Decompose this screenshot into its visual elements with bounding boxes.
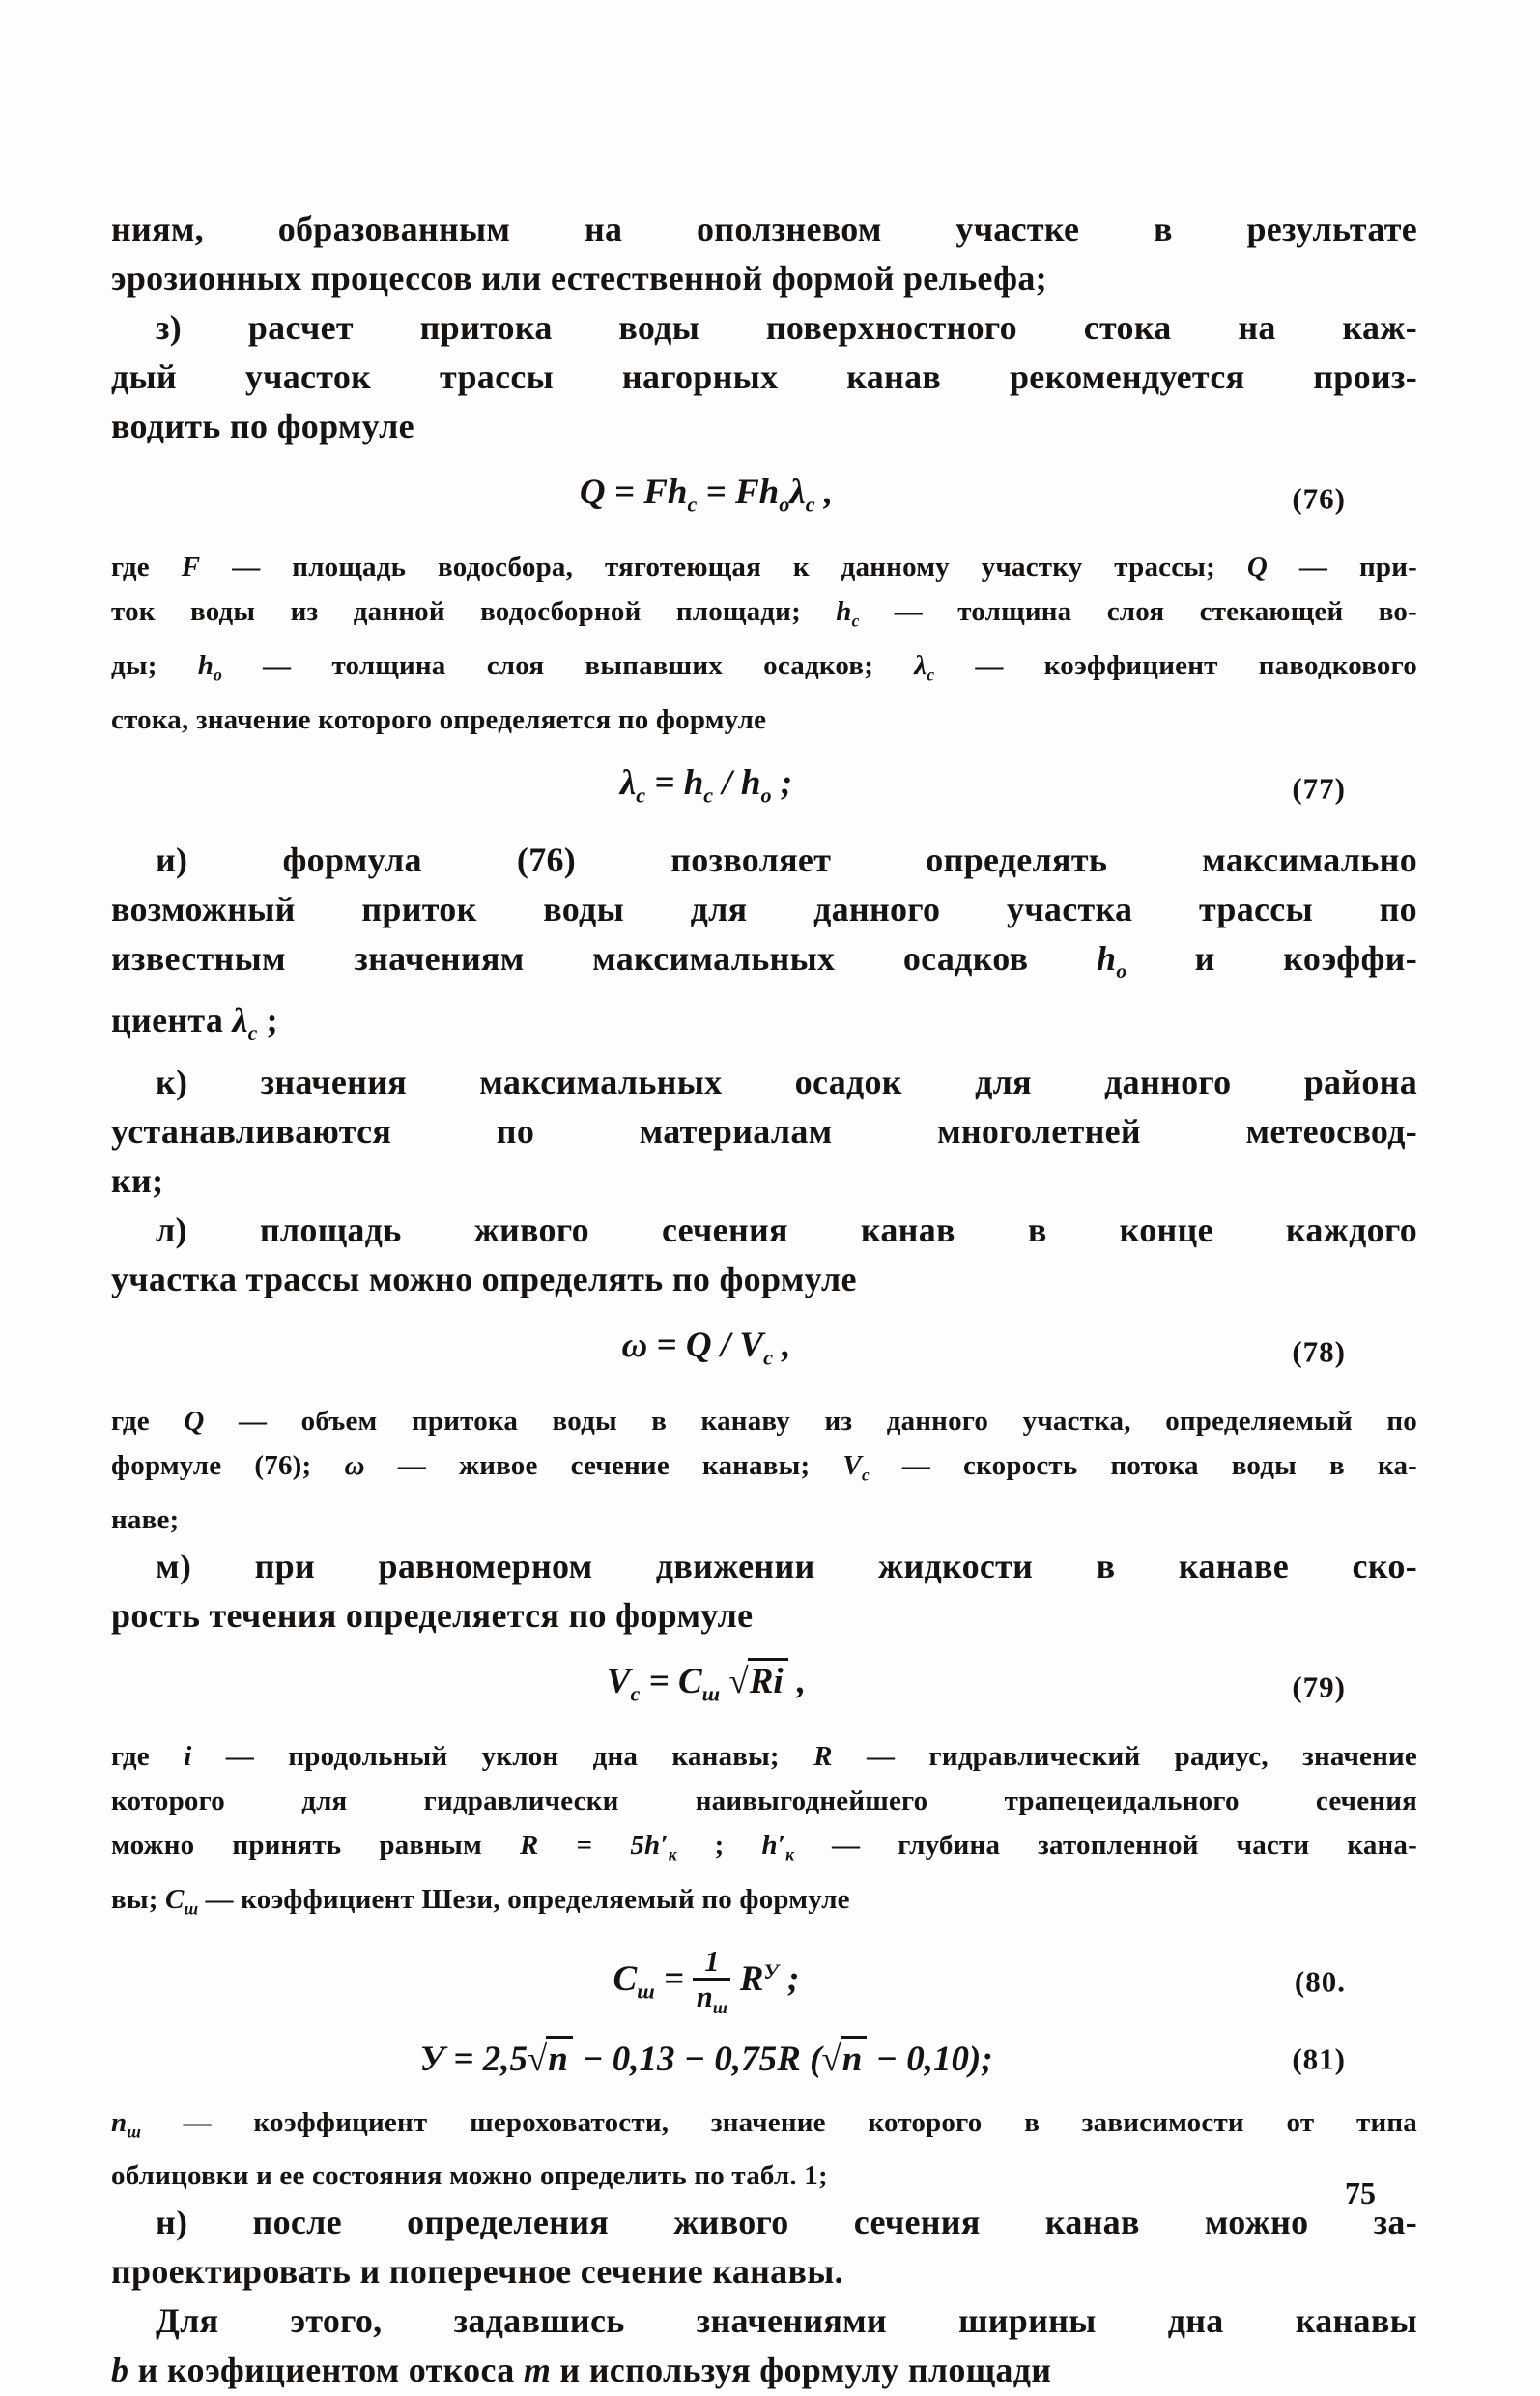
radicand <box>748 1658 788 1701</box>
text-run: облицовки и ее состояния можно определить по табл. 1; <box>111 2160 828 2192</box>
formula-expression <box>613 1945 800 2018</box>
text-line <box>111 1779 1417 1823</box>
paragraph <box>111 2100 1417 2199</box>
text-run: — гидравлический радиус, значение <box>832 1740 1417 1772</box>
text-line <box>111 2100 1417 2154</box>
text-run: , <box>772 1326 791 1366</box>
text-run: ки; <box>111 1161 164 1201</box>
formula-row <box>111 1319 1417 1383</box>
math-symbol: λ <box>914 650 927 682</box>
math-symbol: λ <box>619 762 637 803</box>
text-line <box>111 1591 1417 1640</box>
math-symbol: − 0,13 − 0,75R ( <box>572 2039 822 2079</box>
text-run: = <box>444 2039 483 2079</box>
text-line <box>111 1498 1417 1542</box>
math-symbol: R <box>520 1829 539 1861</box>
math-symbol: n <box>696 1981 713 2014</box>
text-line <box>111 2247 1417 2296</box>
math-symbol: m <box>523 2351 552 2390</box>
subscript: ш <box>127 2122 141 2142</box>
formula-expression <box>607 1655 806 1720</box>
document-content <box>111 205 1417 2395</box>
text-run: , <box>814 472 834 512</box>
equation-number: (79) <box>1292 1669 1346 1704</box>
math-symbol: Q <box>685 1326 712 1366</box>
math-symbol: / <box>713 762 741 803</box>
page-number: 75 <box>1345 2176 1376 2211</box>
math-symbol: ω <box>621 1326 648 1366</box>
text-line <box>111 1058 1417 1107</box>
text-run: дый участок трассы нагорных канав рекомендуется произ- <box>111 357 1417 396</box>
text-run: стока, значение которого определяется по формуле <box>111 703 767 735</box>
formula-expression <box>419 2033 992 2086</box>
equation-number: (77) <box>1292 771 1346 806</box>
text-run: участка трассы можно определять по формуле <box>111 1260 857 1299</box>
math-symbol: C <box>613 1959 638 2000</box>
text-run: — коэффициент Шези, определяемый по формуле <box>198 1883 850 1915</box>
text-line <box>111 1399 1417 1443</box>
radical-sign: √ <box>728 1661 749 1701</box>
text-run: и) формула (76) позволяет определять максимально <box>156 841 1417 880</box>
text-run: где <box>111 1740 185 1772</box>
text-run: проектировать и поперечное сечение канавы. <box>111 2252 843 2292</box>
text-line <box>111 545 1417 589</box>
paragraph <box>111 1058 1417 1206</box>
subscript: к <box>668 1844 677 1865</box>
text-run: устанавливаются по материалам многолетней метеосвод- <box>111 1112 1417 1152</box>
math-symbol: Q <box>579 472 606 512</box>
radicand <box>841 2036 868 2079</box>
subscript: c <box>687 492 698 517</box>
text-run: которого для гидравлически наивыгоднейшего трапецеидального сечения <box>111 1784 1417 1816</box>
math-symbol: V <box>606 1661 631 1701</box>
formula-expression <box>622 1319 791 1383</box>
text-run: Для этого, задавшись значениями ширины дна канавы <box>156 2301 1417 2341</box>
subscript: ш <box>184 1898 199 1919</box>
text-line <box>111 1734 1417 1779</box>
math-symbol: Fh <box>734 472 780 512</box>
text-line <box>111 254 1417 303</box>
text-line <box>111 885 1417 934</box>
text-run: ; <box>981 2039 993 2079</box>
text-line <box>111 1156 1417 1206</box>
text-run: ; <box>771 762 793 803</box>
math-symbol: C <box>677 1661 702 1701</box>
square-root <box>728 1655 787 1708</box>
subscript: c <box>630 1680 641 1705</box>
text-line <box>111 2198 1417 2247</box>
math-symbol: 5h′ <box>630 1829 669 1861</box>
paragraph <box>111 1734 1417 1930</box>
text-line <box>111 589 1417 643</box>
text-line <box>111 1542 1417 1591</box>
equation-number: (76) <box>1292 481 1346 516</box>
text-run: наве; <box>111 1503 180 1535</box>
text-line <box>111 2296 1417 2346</box>
formula-row <box>111 1655 1417 1720</box>
text-run <box>730 1959 739 1999</box>
text-run: м) при равномерном движении жидкости в канаве ско- <box>156 1546 1417 1585</box>
text-run: — коэффициент шероховатости, значение которого в зависимости от типа <box>140 2106 1417 2138</box>
text-run: ; <box>676 1829 762 1861</box>
math-symbol: V <box>739 1326 764 1366</box>
paragraph <box>111 1399 1417 1542</box>
math-symbol: Q <box>1246 552 1269 584</box>
fraction <box>693 1947 730 2016</box>
text-line <box>111 1255 1417 1304</box>
math-symbol: Q <box>184 1405 205 1437</box>
paragraph <box>111 2198 1417 2296</box>
subscript: c <box>703 783 714 808</box>
formula-row <box>111 466 1417 530</box>
text-run: где <box>111 1405 185 1437</box>
text-run: эрозионных процессов или естественной формой рельефа; <box>111 259 1047 298</box>
radicand <box>546 2036 573 2079</box>
text-run: = <box>647 1326 686 1366</box>
paragraph <box>111 545 1417 741</box>
subscript: c <box>861 1465 870 1485</box>
subscript: о <box>1116 959 1127 984</box>
text-run: возможный приток воды для данного участка трассы по <box>111 890 1417 929</box>
text-run: — площадь водосбора, тяготеющая к данному участку трассы; <box>200 552 1247 584</box>
math-symbol: b <box>111 2351 129 2390</box>
text-run: л) площадь живого сечения канав в конце каждого <box>156 1211 1417 1250</box>
text-line <box>111 1107 1417 1156</box>
math-symbol: 2,5 <box>482 2039 528 2079</box>
text-line <box>111 1823 1417 1877</box>
math-symbol: R <box>813 1740 833 1772</box>
text-run: вы; <box>111 1883 166 1915</box>
text-run: = <box>654 1959 694 2000</box>
subscript: c <box>927 665 935 685</box>
text-run: — живое сечение канавы; <box>364 1449 843 1481</box>
math-symbol: h′ <box>761 1829 786 1861</box>
text-line <box>111 934 1417 996</box>
text-run: — коэффициент паводкового <box>934 650 1417 682</box>
math-symbol: ) <box>968 2039 982 2079</box>
text-run: — скорость потока воды в ка- <box>869 1449 1417 1481</box>
math-symbol: Ri <box>749 1661 784 1701</box>
text-run: = <box>605 472 644 512</box>
text-run <box>720 1662 728 1701</box>
paragraph <box>111 1206 1417 1304</box>
text-run: можно принять равным <box>111 1829 520 1861</box>
equation-number: (81) <box>1292 2041 1346 2076</box>
equation-number: (78) <box>1292 1334 1346 1369</box>
text-run: , <box>787 1661 807 1701</box>
text-run: ; <box>778 1959 800 2000</box>
math-symbol: − 0,10 <box>867 2039 969 2079</box>
math-symbol: V <box>842 1449 862 1481</box>
paragraph <box>111 205 1417 303</box>
paragraph <box>111 836 1417 1058</box>
text-run: циента <box>111 1001 233 1041</box>
text-run: — толщина слоя стекающей во- <box>859 596 1417 628</box>
text-run: н) после определения живого сечения канав можно за- <box>156 2203 1417 2242</box>
text-run: — глубина затопленной части кана- <box>793 1829 1417 1861</box>
text-run: и коэфициентом откоса <box>128 2351 524 2390</box>
paragraph <box>111 2296 1417 2395</box>
math-symbol: h <box>1096 939 1117 979</box>
text-run: известным значениям максимальных осадков <box>111 939 1097 979</box>
superscript: У <box>763 1959 779 1984</box>
text-line <box>111 353 1417 402</box>
text-run: = <box>697 472 735 512</box>
text-run: = <box>538 1829 631 1861</box>
text-line <box>111 1877 1417 1931</box>
math-symbol: C <box>165 1883 185 1915</box>
paragraph <box>111 303 1417 451</box>
subscript: о <box>779 492 790 517</box>
text-line <box>111 1206 1417 1255</box>
text-line <box>111 402 1417 451</box>
square-root <box>821 2033 867 2086</box>
text-run: водить по формуле <box>111 407 414 445</box>
fraction-numerator <box>693 1947 730 1981</box>
paragraph <box>111 1542 1417 1640</box>
subscript: к <box>785 1844 794 1865</box>
text-run: — при- <box>1268 552 1418 584</box>
radical-sign: √ <box>821 2039 841 2079</box>
subscript: ш <box>701 1680 721 1705</box>
formula-row <box>111 2033 1417 2086</box>
subscript: о <box>214 665 222 685</box>
equation-number: (80. <box>1294 1964 1346 1999</box>
text-line <box>111 1443 1417 1498</box>
text-line <box>111 836 1417 885</box>
text-run: — продольный уклон дна канавы; <box>191 1740 814 1772</box>
text-run: ды; <box>111 650 198 682</box>
text-run: = <box>640 1661 678 1701</box>
text-run: = <box>645 762 684 803</box>
text-run: где <box>111 552 182 584</box>
math-symbol: λ <box>789 472 806 512</box>
subscript: о <box>760 783 772 808</box>
subscript: c <box>805 492 815 517</box>
text-run: и коэффи- <box>1126 939 1417 979</box>
math-symbol: 1 <box>704 1945 720 1979</box>
math-symbol: h <box>683 762 704 803</box>
text-line <box>111 643 1417 698</box>
text-run: — объем притока воды в канаву из данного участка, определяемый по <box>204 1405 1417 1437</box>
math-symbol: n <box>841 2039 863 2079</box>
text-run: з) расчет притока воды поверхностного стока на каж- <box>156 308 1417 347</box>
math-symbol: n <box>111 2106 128 2138</box>
text-line <box>111 303 1417 353</box>
math-symbol: n <box>548 2039 568 2079</box>
square-root <box>528 2033 573 2086</box>
math-symbol: h <box>740 762 761 803</box>
text-line <box>111 205 1417 254</box>
subscript: c <box>851 612 860 632</box>
formula-expression <box>620 756 792 821</box>
math-symbol: ω <box>344 1449 365 1481</box>
text-line <box>111 996 1417 1058</box>
text-run: формуле (76); <box>111 1449 345 1481</box>
formula-row <box>111 756 1417 821</box>
math-symbol: R <box>739 1959 764 2000</box>
math-symbol: h <box>836 596 852 628</box>
math-symbol: i <box>184 1740 192 1772</box>
subscript: c <box>763 1345 773 1370</box>
text-line <box>111 698 1417 742</box>
subscript: c <box>247 1021 258 1045</box>
subscript: ш <box>712 1997 727 2017</box>
subscript: ш <box>637 1979 655 2004</box>
text-run: — толщина слоя выпавших осадков; <box>221 650 915 682</box>
text-run: к) значения максимальных осадок для данного района <box>156 1063 1417 1102</box>
math-symbol: У <box>419 2039 445 2079</box>
math-symbol: Fh <box>643 472 688 512</box>
radical-sign: √ <box>527 2039 548 2079</box>
text-run: рость течения определяется по формуле <box>111 1595 754 1635</box>
math-symbol: / <box>711 1326 740 1366</box>
formula-expression <box>580 466 833 530</box>
math-symbol: h <box>197 650 214 682</box>
formula-row <box>111 1945 1417 2018</box>
math-symbol: λ <box>232 1001 248 1041</box>
text-run: ниям, образованным на оползневом участке в результате <box>111 210 1417 248</box>
math-symbol: F <box>181 552 201 584</box>
text-run: ток воды из данной водосборной площади; <box>111 596 837 628</box>
text-line <box>111 2154 1417 2198</box>
fraction-denominator <box>693 1981 730 2016</box>
text-run: ; <box>257 1001 278 1041</box>
subscript: c <box>636 783 646 808</box>
text-run: и используя формулу площади <box>551 2351 1052 2390</box>
text-line <box>111 2346 1417 2395</box>
